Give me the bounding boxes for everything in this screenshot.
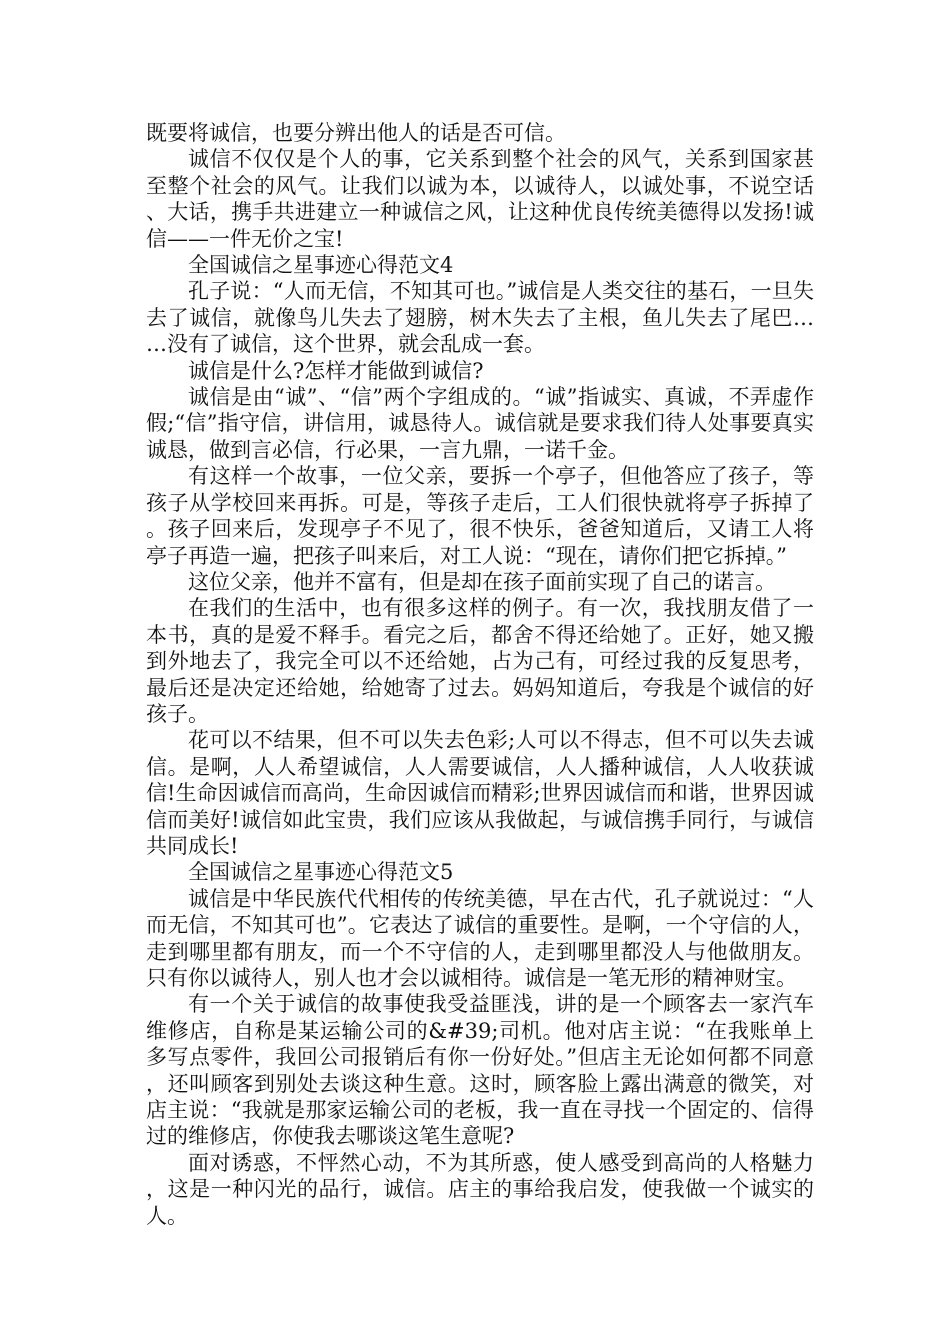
paragraph: 既要将诚信，也要分辨出他人的话是否可信。 (146, 121, 566, 145)
document-page (146, 120, 814, 1229)
paragraph: 诚信是中华民族代代相传的传统美德，早在古代，孔子就说过：“人而无信，不知其可也”。它表达了诚信的重要性。是啊，一个守信的人，走到哪里都有朋友，而一个不守信的人，走到哪里都没人与他做朋友。只有你以诚待人，别人也才会以诚相待。诚信是一笔无形的精神财宝。 (146, 886, 814, 990)
paragraph: 诚信不仅仅是个人的事，它关系到整个社会的风气，关系到国家甚至整个社会的风气。让我们以诚为本，以诚待人，以诚处事，不说空话、大话，携手共进建立一种诚信之风，让这种优良传统美德得以发扬!诚信——一件无价之宝! (146, 147, 814, 251)
paragraph: 这位父亲，他并不富有，但是却在孩子面前实现了自己的诺言。 (188, 569, 776, 594)
paragraph: 有一个关于诚信的故事使我受益匪浅，讲的是一个顾客去一家汽车维修店，自称是某运输公司的&#39;司机。他对店主说：“在我账单上多写点零件，我回公司报销后有你一份好处。”但店主无论如何都不同意，还叫顾客到别处去谈这种生意。这时，顾客脸上露出满意的微笑，对店主说：“我就是那家运输公司的老板，我一直在寻找一个固定的、信得过的维修店，你使我去哪谈这笔生意呢? (146, 992, 814, 1149)
paragraph: 有这样一个故事，一位父亲，要拆一个亭子，但他答应了孩子，等孩子从学校回来再拆。可是，等孩子走后，工人们很快就将亭子拆掉了。孩子回来后，发现亭子不见了，很不快乐，爸爸知道后，又请工人将亭子再造一遍，把孩子叫来后，对工人说：“现在，请你们把它拆掉。” (146, 464, 814, 568)
paragraph: 在我们的生活中，也有很多这样的例子。有一次，我找朋友借了一本书，真的是爱不释手。看完之后，都舍不得还给她了。正好，她又搬到外地去了，我完全可以不还给她，占为己有，可经过我的反复思考，最后还是决定还给她，给她寄了过去。妈妈知道后，夸我是个诚信的好孩子。 (146, 596, 814, 726)
paragraph: 花可以不结果，但不可以失去色彩;人可以不得志，但不可以失去诚信。是啊，人人希望诚信，人人需要诚信，人人播种诚信，人人收获诚信!生命因诚信而高尚，生命因诚信而精彩;世界因诚信而和谐，世界因诚信而美好!诚信如此宝贵，我们应该从我做起，与诚信携手同行，与诚信共同成长! (146, 728, 814, 858)
section-heading: 全国诚信之星事迹心得范文4 (188, 253, 454, 278)
paragraph: 面对诱惑，不怦然心动，不为其所惑，使人感受到高尚的人格魅力，这是一种闪光的品行，诚信。店主的事给我启发，使我做一个诚实的人。 (146, 1150, 814, 1228)
paragraph: 孔子说：“人而无信，不知其可也。”诚信是人类交往的基石，一旦失去了诚信，就像鸟儿失去了翅膀，树木失去了主根，鱼儿失去了尾巴……没有了诚信，这个世界，就会乱成一套。 (146, 279, 814, 357)
paragraph: 诚信是什么?怎样才能做到诚信? (188, 358, 484, 383)
paragraph: 诚信是由“诚”、“信”两个字组成的。“诚”指诚实、真诚，不弄虚作假;“信”指守信，讲信用，诚恳待人。诚信就是要求我们待人处事要真实诚恳，做到言必信，行必果，一言九鼎，一诺千金。 (146, 385, 814, 462)
section-heading: 全国诚信之星事迹心得范文5 (188, 860, 454, 885)
